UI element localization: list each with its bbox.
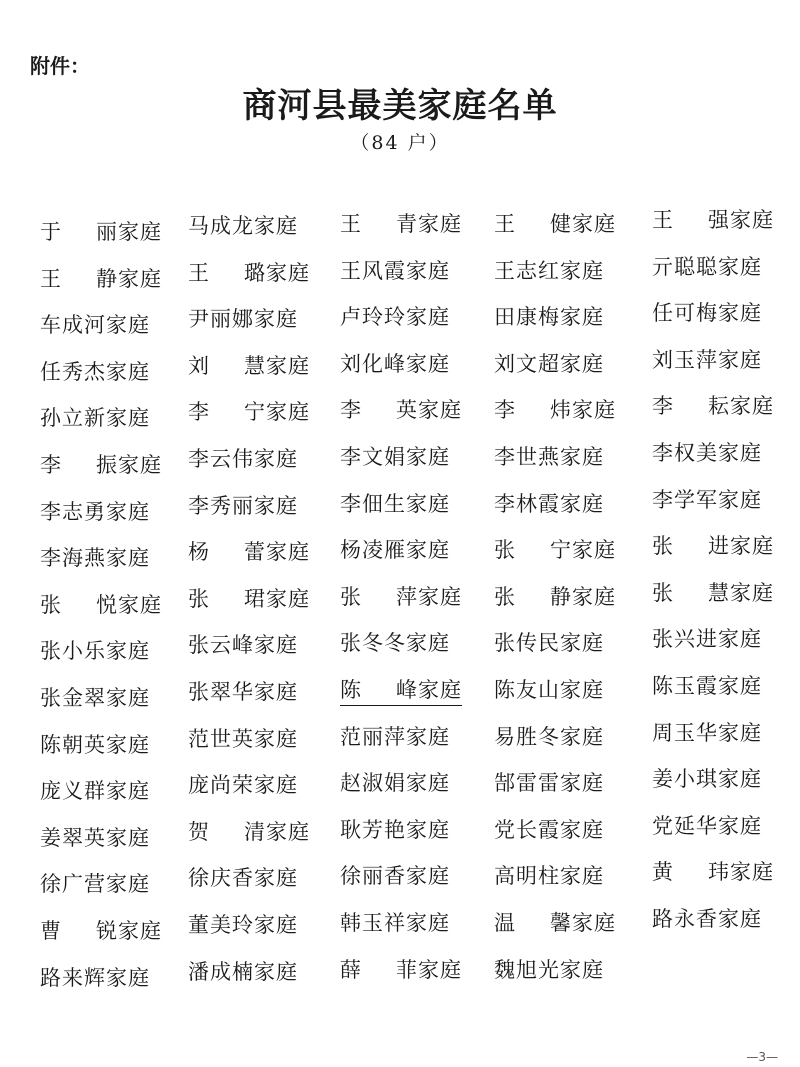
family-name: 李 炜家庭 [494, 398, 616, 423]
family-name: 刘 慧家庭 [188, 353, 310, 378]
family-name: 李文娟家庭 [340, 445, 450, 469]
family-name: 张 静家庭 [494, 584, 616, 609]
family-name: 王志红家庭 [494, 258, 604, 283]
family-name: 陈友山家庭 [494, 678, 604, 702]
family-name: 李志勇家庭 [40, 499, 150, 524]
family-name: 姜小琪家庭 [652, 767, 762, 792]
family-name: 董美玲家庭 [188, 913, 298, 937]
family-name: 李世燕家庭 [494, 445, 604, 469]
page-title: 商河县最美家庭名单 [242, 86, 558, 126]
family-name: 张金翠家庭 [40, 686, 150, 710]
family-name: 易胜冬家庭 [494, 724, 604, 749]
family-name: 王 静家庭 [40, 266, 162, 291]
family-name: 李 振家庭 [40, 453, 162, 477]
family-name: 党长霞家庭 [494, 817, 604, 842]
family-name: 张翠华家庭 [188, 680, 298, 704]
family-name: 张小乐家庭 [40, 639, 150, 664]
family-name: 李海燕家庭 [40, 546, 150, 571]
family-name: 李林霞家庭 [494, 491, 604, 516]
family-name: 郜雷雷家庭 [494, 771, 604, 796]
family-name: 姜翠英家庭 [40, 825, 150, 850]
family-name: 张冬冬家庭 [340, 631, 450, 656]
family-name: 王 强家庭 [652, 208, 774, 232]
family-name: 杨凌雁家庭 [340, 538, 450, 563]
attachment-label: 附件： [30, 54, 90, 78]
family-name: 王 健家庭 [494, 212, 616, 236]
family-name: 陈朝英家庭 [40, 732, 150, 757]
family-name: 庞尚荣家庭 [188, 773, 298, 798]
family-name: 陈 峰家庭 [340, 674, 462, 706]
family-name: 李 宁家庭 [188, 400, 310, 425]
family-name: 李云伟家庭 [188, 447, 298, 471]
page-number: —3— [746, 1050, 778, 1064]
family-name: 温 馨家庭 [494, 911, 616, 935]
family-name: 周玉华家庭 [652, 720, 762, 745]
family-name: 贺 清家庭 [188, 819, 310, 844]
family-name: 路来辉家庭 [40, 965, 150, 990]
family-name: 刘化峰家庭 [340, 351, 450, 376]
family-name: 张 萍家庭 [340, 584, 462, 609]
family-name: 刘玉萍家庭 [652, 347, 762, 372]
family-name: 李权美家庭 [652, 441, 762, 465]
family-name: 耿芳艳家庭 [340, 817, 450, 842]
family-name: 潘成楠家庭 [188, 959, 298, 984]
family-name: 徐广营家庭 [40, 872, 150, 897]
family-name: 任可梅家庭 [652, 301, 762, 326]
family-name: 杨 蕾家庭 [188, 540, 310, 565]
family-name: 庞义群家庭 [40, 779, 150, 804]
family-name: 范丽萍家庭 [340, 724, 450, 749]
family-name: 黄 玮家庭 [652, 860, 774, 885]
family-name: 车成河家庭 [40, 313, 150, 338]
family-name: 李 耘家庭 [652, 394, 774, 419]
family-name: 高明柱家庭 [494, 864, 604, 889]
family-name: 李佃生家庭 [340, 491, 450, 516]
family-name: 党延华家庭 [652, 813, 762, 838]
family-name: 赵淑娟家庭 [340, 771, 450, 796]
family-name: 于 丽家庭 [40, 220, 162, 244]
family-name: 李学军家庭 [652, 487, 762, 512]
family-name: 马成龙家庭 [188, 214, 298, 238]
family-name: 徐庆香家庭 [188, 866, 298, 891]
family-name: 范世英家庭 [188, 726, 298, 751]
family-name: 张兴进家庭 [652, 627, 762, 652]
family-name: 尹丽娜家庭 [188, 307, 298, 332]
family-name: 韩玉祥家庭 [340, 911, 450, 935]
family-name: 徐丽香家庭 [340, 864, 450, 889]
family-name: 薛 菲家庭 [340, 957, 462, 982]
family-name: 魏旭光家庭 [494, 957, 604, 982]
family-name: 陈玉霞家庭 [652, 674, 762, 698]
family-name: 张 珺家庭 [188, 586, 310, 611]
family-name: 张 进家庭 [652, 534, 774, 559]
family-name: 任秀杰家庭 [40, 359, 150, 384]
family-name: 张传民家庭 [494, 631, 604, 656]
household-count: （84 户） [350, 132, 450, 154]
family-name: 李 英家庭 [340, 398, 462, 423]
family-name: 亓聪聪家庭 [652, 254, 762, 279]
family-name: 张 宁家庭 [494, 538, 616, 563]
family-name: 曹 锐家庭 [40, 919, 162, 943]
family-name: 田康梅家庭 [494, 305, 604, 330]
family-name: 王 璐家庭 [188, 260, 310, 285]
family-name: 李秀丽家庭 [188, 493, 298, 518]
family-name: 孙立新家庭 [40, 406, 150, 431]
family-name: 路永香家庭 [652, 907, 762, 931]
family-name: 张 悦家庭 [40, 592, 162, 617]
family-name: 王风霞家庭 [340, 258, 450, 283]
family-name: 张 慧家庭 [652, 580, 774, 605]
family-name: 刘文超家庭 [494, 351, 604, 376]
family-name: 卢玲玲家庭 [340, 305, 450, 330]
family-name: 张云峰家庭 [188, 633, 298, 658]
family-name: 王 青家庭 [340, 212, 462, 236]
